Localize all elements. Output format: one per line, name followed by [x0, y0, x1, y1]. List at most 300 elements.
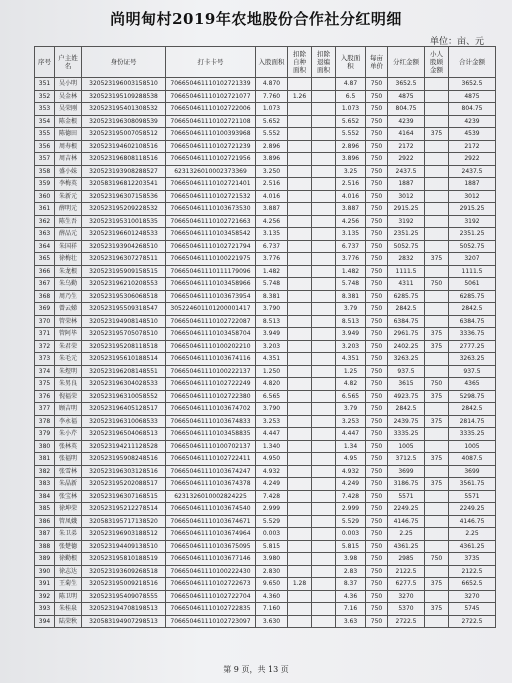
column-header: 分红金额: [388, 47, 425, 78]
table-cell: 320523195908248516: [82, 453, 166, 466]
table-cell: 5.529: [336, 515, 366, 528]
table-cell: 3335.25: [388, 428, 425, 441]
table-cell: 375: [425, 453, 449, 466]
table-cell: [312, 165, 336, 178]
table-cell: 320523195306068518: [82, 290, 166, 303]
table-cell: 1111.5: [388, 265, 425, 278]
table-cell: [288, 153, 312, 166]
table-cell: [288, 490, 312, 503]
table-cell: 320523195409078555: [82, 590, 166, 603]
table-cell: 320523195208118518: [82, 340, 166, 353]
table-cell: 4875: [388, 90, 425, 103]
table-cell: 750: [366, 153, 388, 166]
table-cell: [288, 253, 312, 266]
table-cell: 2.896: [336, 140, 366, 153]
table-cell: [288, 365, 312, 378]
table-cell: [312, 315, 336, 328]
table-cell: [288, 453, 312, 466]
table-cell: 750: [425, 553, 449, 566]
table-cell: 3012: [449, 190, 496, 203]
table-cell: 706650461110103674833: [166, 415, 256, 428]
table-cell: 375: [35, 378, 55, 391]
table-cell: 4239: [449, 115, 496, 128]
dividend-table: [34, 46, 496, 628]
table-cell: 390: [35, 565, 55, 578]
table-cell: 320523196307158536: [82, 190, 166, 203]
table-cell: 2.516: [256, 178, 288, 191]
table-cell: 2832: [388, 253, 425, 266]
table-cell: [425, 490, 449, 503]
table-cell: 2172: [388, 140, 425, 153]
table-cell: 4.950: [256, 453, 288, 466]
table-cell: 750: [366, 215, 388, 228]
table-cell: 750: [366, 240, 388, 253]
table-cell: 706650461110103677146: [166, 553, 256, 566]
table-cell: 5298.75: [449, 390, 496, 403]
table-cell: 371: [35, 328, 55, 341]
table-cell: [312, 303, 336, 316]
table-cell: 750: [366, 603, 388, 616]
table-cell: 375: [425, 415, 449, 428]
table-cell: 6384.75: [449, 315, 496, 328]
table-cell: 750: [366, 303, 388, 316]
table-cell: 3735: [449, 553, 496, 566]
table-cell: 2722.5: [449, 615, 496, 628]
table-row: [35, 353, 496, 366]
table-cell: 750: [366, 278, 388, 291]
table-cell: 706650461110100202210: [166, 340, 256, 353]
table-cell: 706650461110103674964: [166, 528, 256, 541]
table-cell: 706650461110102721077: [166, 90, 256, 103]
table-row: [35, 578, 496, 591]
table-cell: 352: [35, 90, 55, 103]
table-cell: 4239: [388, 115, 425, 128]
table-cell: 354: [35, 115, 55, 128]
table-cell: 0.003: [336, 528, 366, 541]
table-cell: 薛明元: [55, 203, 82, 216]
table-cell: 3.63: [336, 615, 366, 628]
table-cell: 1111.5: [449, 265, 496, 278]
table-cell: [312, 140, 336, 153]
table-cell: 389: [35, 553, 55, 566]
table-cell: 706650461110100222430: [166, 565, 256, 578]
table-row: [35, 78, 496, 91]
table-cell: [312, 465, 336, 478]
table-cell: [425, 403, 449, 416]
table-cell: 320523195202088517: [82, 478, 166, 491]
table-cell: 6285.75: [449, 290, 496, 303]
table-cell: 706650461110102722673: [166, 578, 256, 591]
table-cell: 387: [35, 528, 55, 541]
table-row: [35, 553, 496, 566]
table-cell: 3.253: [256, 415, 288, 428]
table-cell: 706650461110100702137: [166, 440, 256, 453]
table-cell: 2842.5: [388, 303, 425, 316]
table-cell: [312, 415, 336, 428]
table-cell: 朱煜明: [55, 365, 82, 378]
table-cell: 倪福荣: [55, 390, 82, 403]
table-cell: 李梅英: [55, 178, 82, 191]
table-cell: [425, 190, 449, 203]
table-cell: 320523196504068513: [82, 428, 166, 441]
table-cell: 706650461110102722006: [166, 103, 256, 116]
table-cell: 320523196307278511: [82, 253, 166, 266]
table-cell: 750: [366, 403, 388, 416]
table-cell: 2961.75: [388, 328, 425, 341]
table-cell: 706650461110102722380: [166, 390, 256, 403]
table-cell: [312, 490, 336, 503]
table-cell: 朱国祥: [55, 240, 82, 253]
table-cell: 368: [35, 290, 55, 303]
table-cell: 1.250: [256, 365, 288, 378]
table-cell: 351: [35, 78, 55, 91]
table-cell: 5571: [388, 490, 425, 503]
table-cell: 320523193908288527: [82, 165, 166, 178]
table-cell: 320523196304028533: [82, 378, 166, 391]
table-cell: [312, 365, 336, 378]
table-cell: [288, 278, 312, 291]
table-cell: 750: [366, 490, 388, 503]
table-cell: [312, 190, 336, 203]
table-cell: [425, 428, 449, 441]
table-cell: 706650461110103674540: [166, 503, 256, 516]
table-cell: 706650461110103675095: [166, 540, 256, 553]
table-body: [35, 78, 496, 628]
table-cell: 937.5: [449, 365, 496, 378]
table-cell: 5.652: [336, 115, 366, 128]
table-cell: 750: [366, 265, 388, 278]
table-cell: 750: [366, 253, 388, 266]
table-cell: 750: [366, 90, 388, 103]
table-cell: 2439.75: [388, 415, 425, 428]
table-cell: [288, 290, 312, 303]
table-row: [35, 178, 496, 191]
table-cell: [425, 315, 449, 328]
table-cell: 381: [35, 453, 55, 466]
table-cell: 362: [35, 215, 55, 228]
table-cell: [312, 228, 336, 241]
table-cell: 周寿根: [55, 140, 82, 153]
column-header: 打卡卡号: [166, 47, 256, 78]
table-cell: 3.896: [256, 153, 288, 166]
table-cell: 张福明: [55, 453, 82, 466]
table-cell: 陈金根: [55, 115, 82, 128]
table-cell: 4.016: [256, 190, 288, 203]
table-cell: [312, 103, 336, 116]
table-cell: [312, 565, 336, 578]
table-cell: 3192: [449, 215, 496, 228]
table-cell: 369: [35, 303, 55, 316]
table-cell: [425, 78, 449, 91]
table-cell: [425, 178, 449, 191]
table-cell: 徐梅壮: [55, 253, 82, 266]
table-cell: 320523193609268518: [82, 565, 166, 578]
table-row: [35, 128, 496, 141]
table-cell: 3.203: [256, 340, 288, 353]
table-row: [35, 615, 496, 628]
table-cell: 2249.25: [449, 503, 496, 516]
table-cell: 706650461110102721239: [166, 140, 256, 153]
table-cell: 750: [366, 590, 388, 603]
table-cell: 750: [366, 540, 388, 553]
table-cell: [288, 215, 312, 228]
table-cell: 379: [35, 428, 55, 441]
table-cell: 5052.75: [449, 240, 496, 253]
table-cell: 3186.75: [388, 478, 425, 491]
table-cell: [312, 453, 336, 466]
table-cell: 370: [35, 315, 55, 328]
table-cell: 750: [366, 578, 388, 591]
table-cell: 320523196208148551: [82, 365, 166, 378]
table-row: [35, 503, 496, 516]
column-header: 身份证号: [82, 47, 166, 78]
table-cell: [288, 140, 312, 153]
table-cell: 320583196812203541: [82, 178, 166, 191]
table-cell: 320523195509318547: [82, 303, 166, 316]
table-cell: 3.250: [256, 165, 288, 178]
column-header: 户主姓名: [55, 47, 82, 78]
table-cell: 706650461110103674702: [166, 403, 256, 416]
unit-label: 单位：亩、元: [429, 37, 484, 47]
table-cell: 320523195209228532: [82, 203, 166, 216]
table-row: [35, 328, 496, 341]
table-cell: 320523195310018535: [82, 215, 166, 228]
table-cell: 陈卫明: [55, 590, 82, 603]
table-cell: 3652.5: [388, 78, 425, 91]
table-cell: 3.896: [336, 153, 366, 166]
table-cell: 2122.5: [388, 565, 425, 578]
table-cell: 706650461110103674247: [166, 465, 256, 478]
table-cell: [288, 378, 312, 391]
table-cell: 3712.5: [388, 453, 425, 466]
table-row: [35, 540, 496, 553]
table-cell: [312, 278, 336, 291]
table-cell: 2.830: [256, 565, 288, 578]
table-cell: 3335.25: [449, 428, 496, 441]
table-cell: [425, 515, 449, 528]
table-cell: 4.016: [336, 190, 366, 203]
table-cell: 2249.25: [388, 503, 425, 516]
table-row: [35, 340, 496, 353]
table-cell: 365: [35, 253, 55, 266]
table-cell: 320523194211128528: [82, 440, 166, 453]
table-cell: [312, 503, 336, 516]
table-cell: 徐坤荣: [55, 503, 82, 516]
table-cell: [425, 303, 449, 316]
table-cell: 706650461110102721794: [166, 240, 256, 253]
table-cell: [288, 128, 312, 141]
table-cell: 4.256: [256, 215, 288, 228]
table-cell: 6.565: [336, 390, 366, 403]
table-cell: 706650461110102722411: [166, 453, 256, 466]
table-cell: 706650461110100222137: [166, 365, 256, 378]
table-cell: 管阿毕: [55, 328, 82, 341]
table-cell: [312, 578, 336, 591]
table-cell: 6231326010002373369: [166, 165, 256, 178]
table-row: [35, 590, 496, 603]
table-cell: 5.748: [256, 278, 288, 291]
table-cell: 706650461110102723097: [166, 615, 256, 628]
table-cell: 朱小芹: [55, 428, 82, 441]
table-cell: 8.513: [336, 315, 366, 328]
page-footer: 第 9 页，共 13 页: [223, 665, 289, 674]
table-cell: [425, 140, 449, 153]
table-cell: 750: [366, 378, 388, 391]
table-cell: 3.887: [256, 203, 288, 216]
table-cell: [288, 390, 312, 403]
table-cell: 3.776: [256, 253, 288, 266]
table-cell: [312, 78, 336, 91]
table-cell: 1.26: [288, 90, 312, 103]
table-cell: 4.360: [256, 590, 288, 603]
table-cell: 320523195705078510: [82, 328, 166, 341]
table-row: [35, 140, 496, 153]
column-header: 小人股顾金额: [425, 47, 449, 78]
table-cell: [288, 540, 312, 553]
table-cell: [288, 178, 312, 191]
table-cell: 320523196310068533: [82, 415, 166, 428]
table-cell: 3.79: [336, 403, 366, 416]
table-row: [35, 265, 496, 278]
table-cell: 375: [425, 328, 449, 341]
table-cell: 2915.25: [449, 203, 496, 216]
table-cell: 2922: [449, 153, 496, 166]
table-cell: 5571: [449, 490, 496, 503]
table-cell: 4.249: [336, 478, 366, 491]
table-cell: [288, 328, 312, 341]
table-cell: 7.16: [336, 603, 366, 616]
table-cell: 383: [35, 478, 55, 491]
column-header: 每亩单价: [366, 47, 388, 78]
table-cell: 706650461110100221975: [166, 253, 256, 266]
table-cell: 管凤娥: [55, 515, 82, 528]
table-cell: 3.949: [336, 328, 366, 341]
table-cell: [312, 203, 336, 216]
table-cell: 4.87: [336, 78, 366, 91]
table-row: [35, 315, 496, 328]
table-cell: 320523196903188512: [82, 528, 166, 541]
table-cell: 3.949: [256, 328, 288, 341]
table-cell: 4146.75: [388, 515, 425, 528]
table-cell: 6.565: [256, 390, 288, 403]
table-cell: 385: [35, 503, 55, 516]
table-cell: [425, 590, 449, 603]
table-row: [35, 278, 496, 291]
table-cell: 3192: [388, 215, 425, 228]
table-cell: 2842.5: [388, 403, 425, 416]
table-cell: 750: [366, 340, 388, 353]
table-cell: 2722.5: [388, 615, 425, 628]
table-cell: 750: [366, 353, 388, 366]
table-cell: [425, 103, 449, 116]
table-cell: 周吉林: [55, 153, 82, 166]
table-cell: [425, 115, 449, 128]
table-cell: 320523196003158510: [82, 78, 166, 91]
table-cell: 6.737: [256, 240, 288, 253]
table-cell: 3615: [388, 378, 425, 391]
table-cell: [288, 165, 312, 178]
table-cell: [312, 178, 336, 191]
table-cell: 3.79: [336, 303, 366, 316]
table-cell: 3012: [388, 190, 425, 203]
table-cell: 2437.5: [388, 165, 425, 178]
table-cell: [288, 353, 312, 366]
table-cell: 750: [366, 103, 388, 116]
table-cell: [288, 190, 312, 203]
table-row: [35, 390, 496, 403]
table-cell: 7.428: [256, 490, 288, 503]
table-cell: 3699: [449, 465, 496, 478]
table-cell: [288, 340, 312, 353]
table-cell: [425, 265, 449, 278]
table-cell: 706650461110103458966: [166, 278, 256, 291]
table-cell: 750: [366, 478, 388, 491]
table-cell: 8.381: [336, 290, 366, 303]
table-cell: 0.003: [256, 528, 288, 541]
table-cell: [425, 565, 449, 578]
table-cell: 5.529: [256, 515, 288, 528]
table-cell: 372: [35, 340, 55, 353]
column-header: 入股面积: [256, 47, 288, 78]
table-cell: 750: [366, 390, 388, 403]
table-cell: 706650461110102722704: [166, 590, 256, 603]
table-cell: 750: [366, 140, 388, 153]
table-cell: 4311: [388, 278, 425, 291]
table-cell: 6277.5: [388, 578, 425, 591]
table-cell: 9.650: [256, 578, 288, 591]
table-cell: 750: [366, 440, 388, 453]
table-cell: 750: [366, 78, 388, 91]
table-cell: 706650461110102721663: [166, 215, 256, 228]
table-cell: [288, 78, 312, 91]
table-cell: 388: [35, 540, 55, 553]
table-cell: 360: [35, 190, 55, 203]
table-cell: 4.932: [256, 465, 288, 478]
table-cell: [288, 265, 312, 278]
table-cell: 320523196310058552: [82, 390, 166, 403]
table-cell: 320583194907298513: [82, 615, 166, 628]
table-cell: 3.135: [336, 228, 366, 241]
table-row: [35, 290, 496, 303]
table-cell: 2.999: [336, 503, 366, 516]
table-cell: 750: [366, 453, 388, 466]
table-cell: 750: [366, 565, 388, 578]
table-cell: 750: [366, 190, 388, 203]
table-cell: 3.790: [256, 303, 288, 316]
table-cell: 750: [366, 128, 388, 141]
table-cell: [288, 615, 312, 628]
table-row: [35, 228, 496, 241]
table-cell: 750: [366, 465, 388, 478]
table-cell: 375: [425, 253, 449, 266]
table-cell: 6231326010002824225: [166, 490, 256, 503]
table-cell: [425, 228, 449, 241]
table-cell: 377: [35, 403, 55, 416]
table-cell: 4.82: [336, 378, 366, 391]
table-cell: 4.36: [336, 590, 366, 603]
table-cell: 363: [35, 228, 55, 241]
table-cell: [425, 240, 449, 253]
table-cell: 4539: [449, 128, 496, 141]
table-cell: 320523196601248533: [82, 228, 166, 241]
table-cell: 1.482: [256, 265, 288, 278]
table-cell: 3.887: [336, 203, 366, 216]
table-cell: 王菊生: [55, 578, 82, 591]
table-cell: 2915.25: [388, 203, 425, 216]
table-cell: 359: [35, 178, 55, 191]
table-cell: 3.980: [256, 553, 288, 566]
table-cell: 2.896: [256, 140, 288, 153]
